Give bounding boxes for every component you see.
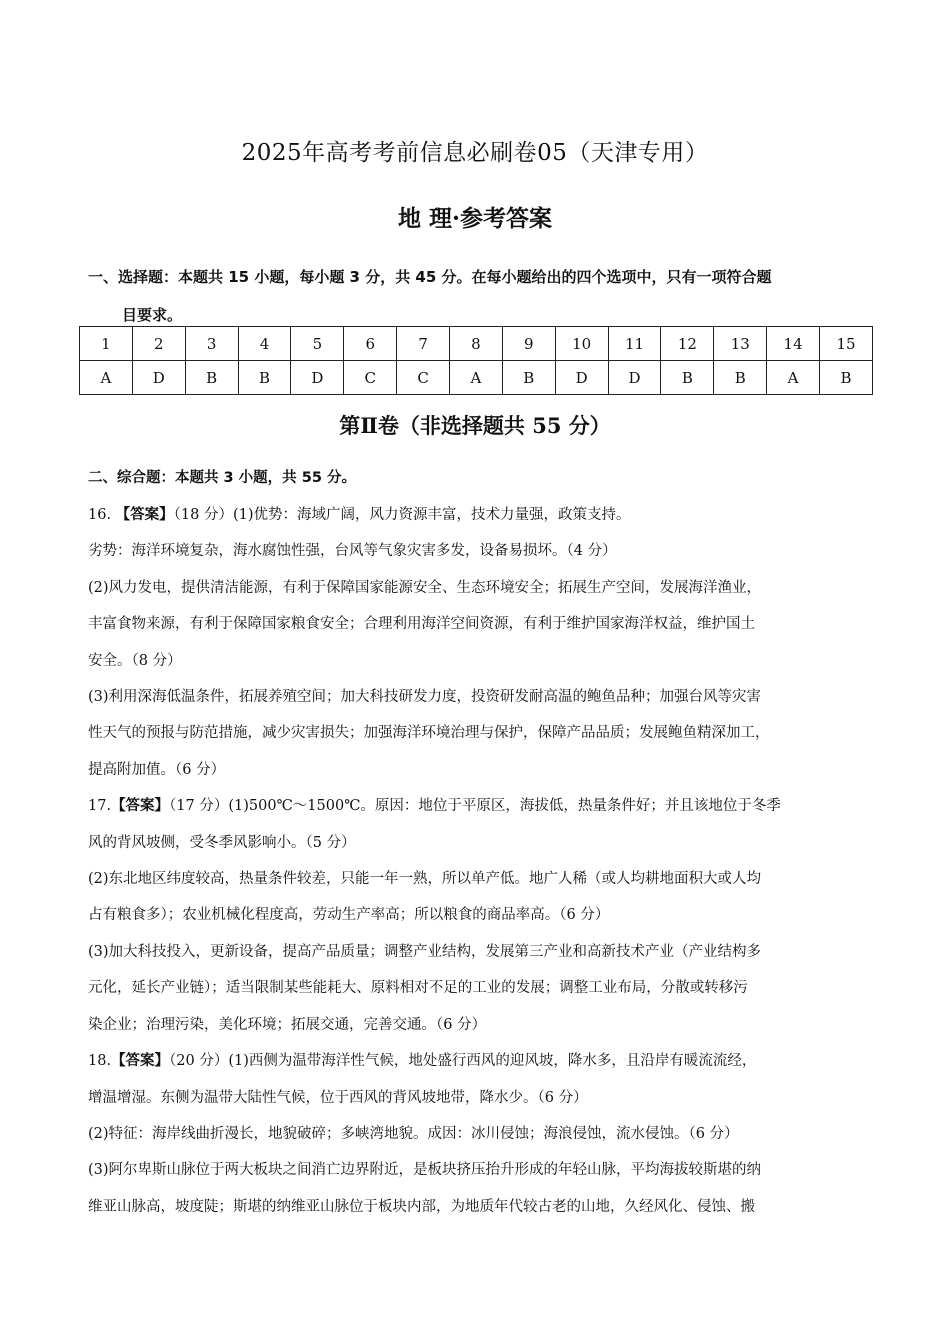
answer-cell: B (820, 361, 873, 395)
document-subtitle: 地 理·参考答案 (397, 205, 552, 232)
q18-line-1 (88, 1043, 878, 1079)
answer-cell: A (450, 361, 503, 395)
q17-line-2: 风的背风坡侧，受冬季风影响小。（5 分） (88, 834, 356, 851)
q17-line-4: 占有粮食多）；农业机械化程度高，劳动生产率高；所以粮食的商品率高。（6 分） (88, 907, 610, 924)
question-number: 4 (238, 327, 291, 361)
document-title: 2025年高考考前信息必刷卷05（天津专用） (241, 140, 709, 166)
question-number: 15 (820, 327, 873, 361)
q16-line-3: (2)风力发电，提供清洁能源，有利于保障国家能源安全、生态环境安全；拓展生产空间，发展海洋渔业， (88, 579, 762, 596)
q17-text: （17 分）(1)500℃～1500℃。原因：地位于平原区，海拔低，热量条件好；并且该地位于冬季 (169, 798, 781, 815)
question-number: 10 (555, 327, 608, 361)
answer-tag: 【答案】 (115, 506, 174, 523)
section-1-line-1: 一、选择题：本题共 15 小题，每小题 3 分，共 45 分。在每小题给出的四个选项中，只有一项符合题 (88, 268, 772, 286)
q17-line-5: (3)加大科技投入，更新设备，提高产品质量；调整产业结构，发展第三产业和高新技术产业（产业结构多 (88, 943, 762, 960)
q16-line-1 (88, 497, 878, 533)
question-number: 1 (80, 327, 133, 361)
answer-tag: 【答案】 (111, 797, 170, 815)
answer-cell: D (555, 361, 608, 395)
answer-cell: B (661, 361, 714, 395)
q18-line-2: 增温增湿。东侧为温带大陆性气候，位于西风的背风坡地带，降水少。（6 分） (88, 1089, 588, 1106)
answer-cell: C (344, 361, 397, 395)
q18-number: 18. (88, 1053, 112, 1070)
question-number: 12 (661, 327, 714, 361)
q16-line-8: 提高附加值。（6 分） (88, 761, 226, 778)
q18-line-3: (2)特征：海岸线曲折漫长，地貌破碎；多峡湾地貌。成因：冰川侵蚀；海浪侵蚀，流水侵蚀。（6 分） (88, 1125, 739, 1142)
answer-table-number-row (80, 327, 873, 361)
q16-number: 16. (88, 507, 116, 523)
answer-cell: A (767, 361, 820, 395)
answer-cell: D (291, 361, 344, 395)
answer-table-answer-row (80, 361, 873, 395)
q16-line-6: (3)利用深海低温条件，拓展养殖空间；加大科技研发力度，投资研发耐高温的鲍鱼品种；加强台风等灾害 (88, 689, 762, 706)
q16-line-4: 丰富食物来源，有利于保障国家粮食安全；合理利用海洋空间资源，有利于维护国家海洋权益，维护国土 (88, 616, 755, 633)
question-number: 2 (132, 327, 185, 361)
answer-cell: D (132, 361, 185, 395)
part-2-title: 第Ⅱ卷（非选择题共 55 分） (339, 413, 611, 438)
q16-text: （18 分）(1)优势：海域广阔，风力资源丰富，技术力量强，政策支持。 (173, 507, 631, 523)
q18-line-4: (3)阿尔卑斯山脉位于两大板块之间消亡边界附近，是板块挤压抬升形成的年轻山脉，平均海拔较斯堪的纳 (88, 1162, 762, 1179)
answer-cell: A (80, 361, 133, 395)
q18-line-5: 维亚山脉高，坡度陡；斯堪的纳维亚山脉位于板块内部，为地质年代较古老的山地，久经风化、侵蚀、搬 (88, 1198, 755, 1215)
question-number: 5 (291, 327, 344, 361)
question-number: 6 (344, 327, 397, 361)
answer-cell: B (714, 361, 767, 395)
question-number: 3 (185, 327, 238, 361)
section-1-heading (88, 258, 878, 334)
answer-cell: B (185, 361, 238, 395)
section-2-heading: 二、综合题：本题共 3 小题，共 55 分。 (88, 470, 356, 486)
answer-cell: D (608, 361, 661, 395)
question-number: 8 (450, 327, 503, 361)
question-number: 9 (502, 327, 555, 361)
q16-line-2: 劣势：海洋环境复杂，海水腐蚀性强，台风等气象灾害多发，设备易损坏。（4 分） (88, 543, 617, 560)
q17-line-1 (88, 788, 878, 824)
q17-number: 17. (88, 798, 112, 815)
answer-body (88, 497, 878, 1225)
answer-cell: B (502, 361, 555, 395)
section-1-line-2: 目要求。 (122, 306, 183, 324)
question-number: 7 (397, 327, 450, 361)
question-number: 14 (767, 327, 820, 361)
answer-table (79, 326, 873, 395)
question-number: 13 (714, 327, 767, 361)
answer-cell: C (397, 361, 450, 395)
q18-text: （20 分）(1)西侧为温带海洋性气候，地处盛行西风的迎风坡，降水多，且沿岸有暖流流经， (169, 1053, 757, 1070)
q17-line-6: 元化，延长产业链）；适当限制某些能耗大、原料相对不足的工业的发展；调整工业布局，分散或转移污 (88, 980, 748, 997)
answer-tag: 【答案】 (111, 1052, 170, 1070)
q16-line-7: 性天气的预报与防范措施，减少灾害损失；加强海洋环境治理与保护，保障产品品质；发展鲍鱼精深加工， (88, 725, 770, 742)
q17-line-3: (2)东北地区纬度较高，热量条件较差，只能一年一熟，所以单产低。地广人稀（或人均耕地面积大或人均 (88, 871, 762, 888)
question-number: 11 (608, 327, 661, 361)
q16-line-5: 安全。（8 分） (88, 652, 182, 669)
q17-line-7: 染企业；治理污染，美化环境；拓展交通，完善交通。（6 分） (88, 1016, 487, 1033)
answer-cell: B (238, 361, 291, 395)
